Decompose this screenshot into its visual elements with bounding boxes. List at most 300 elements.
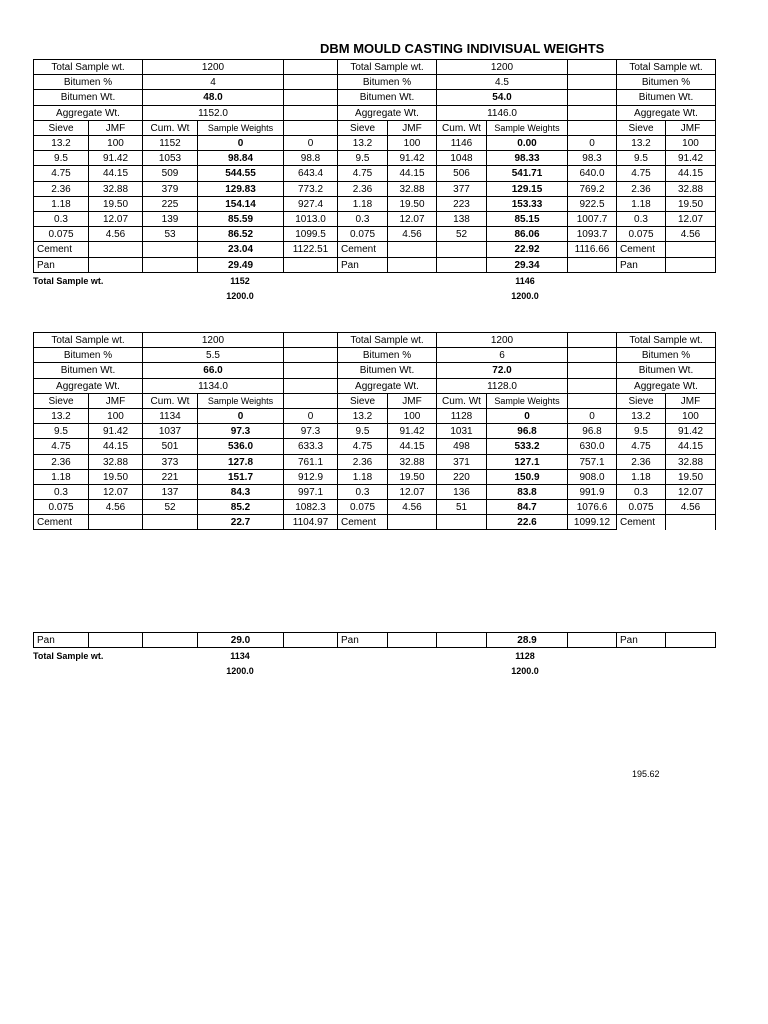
param-value [283,105,337,121]
footer-label: Total Sample wt. [33,651,104,661]
table-cell: 908.0 [567,469,616,485]
footer-total-left: 1200.0 [226,666,254,676]
table-cell: 29.34 [486,257,567,273]
table-cell: 0.3 [33,211,88,227]
table-cell: 98.33 [486,150,567,166]
table-cell: 922.5 [567,196,616,212]
table-cell: 100 [665,408,716,424]
column-header: Sieve [33,393,88,409]
footer-total-left: 1152 [230,276,250,286]
table-cell: 91.42 [665,423,716,439]
table-cell [387,632,436,648]
table-cell: 1037 [142,423,197,439]
table-cell: Cement [616,241,665,257]
param-value [283,347,337,363]
table-cell: 4.56 [88,499,142,515]
param-label: Bitumen % [337,347,436,363]
param-value [567,59,616,75]
table-cell: 2.36 [616,181,665,197]
table-cell: 44.15 [387,165,436,181]
table-cell: 506 [436,165,486,181]
column-header: Sieve [337,120,387,136]
table-cell: 1.18 [337,469,387,485]
table-cell: 0.075 [616,499,665,515]
table-cell: 98.8 [283,150,337,166]
table-cell: 0.3 [616,484,665,500]
param-label: Total Sample wt. [337,59,436,75]
table-cell: 220 [436,469,486,485]
table-cell: 643.4 [283,165,337,181]
table-cell: 32.88 [387,454,436,470]
table-cell: 52 [436,226,486,242]
param-label: Total Sample wt. [33,332,142,348]
param-value: 4.5 [436,74,567,90]
param-value [567,89,616,105]
table-cell [665,632,716,648]
table-cell: 100 [88,135,142,151]
table-cell: 912.9 [283,469,337,485]
table-cell: 533.2 [486,438,567,454]
table-cell: Cement [337,514,387,530]
table-cell: 1082.3 [283,499,337,515]
param-label: Bitumen Wt. [616,362,716,378]
table-row [33,181,715,197]
table-cell: 9.5 [337,150,387,166]
table-cell: Cement [33,241,88,257]
table-cell: 1.18 [33,469,88,485]
table-cell: Pan [616,632,665,648]
table-cell: 136 [436,484,486,500]
param-value: 1200 [436,59,567,75]
table-cell: 84.3 [197,484,283,500]
table-cell: 4.56 [387,499,436,515]
table-cell: 139 [142,211,197,227]
table-cell [567,257,616,273]
table-row [33,150,715,166]
table-cell: 0.075 [33,499,88,515]
pan-row [33,632,715,648]
param-value: 1146.0 [436,105,567,121]
column-header: Cum. Wt [142,120,197,136]
table-cell: 1152 [142,135,197,151]
table-cell: Cement [616,514,665,530]
table-cell: 630.0 [567,438,616,454]
table-cell: 501 [142,438,197,454]
table-cell: 0.075 [616,226,665,242]
param-label: Aggregate Wt. [33,378,142,394]
table-cell: 9.5 [616,150,665,166]
table-cell: 32.88 [88,181,142,197]
param-value: 4 [142,74,283,90]
bitumen-pct-row [33,347,715,363]
table-cell: Pan [33,257,88,273]
table-row [33,211,715,227]
table-cell: 44.15 [88,438,142,454]
table-cell [142,514,197,530]
table-cell: Pan [616,257,665,273]
table-cell: 371 [436,454,486,470]
table-cell: 4.56 [665,226,716,242]
table-cell: 83.8 [486,484,567,500]
param-label: Aggregate Wt. [616,105,716,121]
table-cell: 13.2 [337,408,387,424]
table-cell: 85.2 [197,499,283,515]
table-cell: 225 [142,196,197,212]
column-header: JMF [88,393,142,409]
table-cell: 0.075 [337,499,387,515]
column-header: Sample Weights [197,120,283,136]
column-header: Sieve [616,120,665,136]
table-cell: 153.33 [486,196,567,212]
table-cell: 19.50 [665,196,716,212]
column-header: JMF [387,120,436,136]
table-cell: 32.88 [665,181,716,197]
param-value [283,332,337,348]
table-cell: 98.3 [567,150,616,166]
table-cell: 4.75 [33,438,88,454]
table-row [33,165,715,181]
table-cell: 1076.6 [567,499,616,515]
table-cell [567,632,616,648]
param-value: 1128.0 [436,378,567,394]
table-cell: 1053 [142,150,197,166]
param-label: Bitumen Wt. [337,362,436,378]
table-cell: 536.0 [197,438,283,454]
table-cell: 0 [283,408,337,424]
table-cell: 633.3 [283,438,337,454]
param-value [567,378,616,394]
table-cell: 0.3 [616,211,665,227]
table-cell: 2.36 [337,454,387,470]
table-cell: 9.5 [337,423,387,439]
table-cell [387,241,436,257]
table-cell [436,241,486,257]
table-row [33,196,715,212]
table-cell: 544.55 [197,165,283,181]
table-row [33,454,715,470]
table-cell: 154.14 [197,196,283,212]
footer-total-right: 1128 [515,651,535,661]
table-cell: 997.1 [283,484,337,500]
table-cell: 9.5 [33,423,88,439]
table-cell [387,257,436,273]
table-cell: 97.3 [197,423,283,439]
table-cell: 91.42 [88,150,142,166]
table-cell [283,632,337,648]
table-cell [88,241,142,257]
table-cell: 12.07 [88,484,142,500]
table-cell [665,514,716,530]
table-cell: 100 [387,408,436,424]
table-row [33,514,715,530]
table-row [33,408,715,424]
table-cell: 100 [88,408,142,424]
table-row [33,469,715,485]
param-value [567,105,616,121]
table-cell: 379 [142,181,197,197]
table-cell: 0.00 [486,135,567,151]
table-cell [436,632,486,648]
table-cell: 4.56 [665,499,716,515]
param-label: Bitumen % [616,347,716,363]
table-cell: 769.2 [567,181,616,197]
table-cell: 137 [142,484,197,500]
table-cell: 1.18 [33,196,88,212]
param-value: 54.0 [436,89,567,105]
table-cell: 1031 [436,423,486,439]
total-sample-wt-row [33,59,715,75]
footer-total-left: 1134 [230,651,250,661]
param-label: Bitumen % [33,347,142,363]
column-header: Cum. Wt [436,393,486,409]
table-cell: 9.5 [616,423,665,439]
table-cell: 85.59 [197,211,283,227]
table-cell: 13.2 [616,135,665,151]
table-cell [665,257,716,273]
table-cell: 4.75 [337,438,387,454]
table-row [33,241,715,257]
table-cell: 0 [283,135,337,151]
table-cell: 32.88 [88,454,142,470]
table-cell: 1.18 [616,469,665,485]
table-cell: 2.36 [33,181,88,197]
table-cell: Cement [337,241,387,257]
table-cell: 0.3 [33,484,88,500]
table-cell: 773.2 [283,181,337,197]
table-cell: 91.42 [665,150,716,166]
table-cell: 509 [142,165,197,181]
param-value [283,378,337,394]
table-cell: 4.75 [33,165,88,181]
column-header [567,393,616,409]
table-cell: 0.075 [337,226,387,242]
column-header [567,120,616,136]
footer-total-right: 1146 [515,276,535,286]
table-cell [88,632,142,648]
table-cell: 1128 [436,408,486,424]
table-row [33,499,715,515]
table-cell: 1104.97 [283,514,337,530]
bitumen-wt-row [33,362,715,378]
param-value: 66.0 [142,362,283,378]
table-cell: 12.07 [88,211,142,227]
table-cell: 28.9 [486,632,567,648]
param-label: Bitumen % [337,74,436,90]
table-cell: 19.50 [387,469,436,485]
column-header-row [33,393,715,409]
table-cell: 12.07 [665,211,716,227]
table-cell: 13.2 [337,135,387,151]
table-cell: 1146 [436,135,486,151]
footer-label: Total Sample wt. [33,276,104,286]
table-cell: 150.9 [486,469,567,485]
table-cell [142,257,197,273]
table-cell: 498 [436,438,486,454]
table-cell: 991.9 [567,484,616,500]
table-cell [665,241,716,257]
table-cell: 22.6 [486,514,567,530]
footer-total-right: 1200.0 [511,666,539,676]
table-cell: 19.50 [88,469,142,485]
param-value [567,332,616,348]
table-cell: 91.42 [387,150,436,166]
table-cell: 22.92 [486,241,567,257]
table-cell: 29.0 [197,632,283,648]
aggregate-wt-row [33,378,715,394]
table-cell: 4.75 [616,438,665,454]
param-value [567,74,616,90]
table-cell: 44.15 [387,438,436,454]
param-value [283,74,337,90]
table-cell: 2.36 [33,454,88,470]
param-label: Total Sample wt. [33,59,142,75]
table-cell: 1099.12 [567,514,616,530]
table-cell: 19.50 [665,469,716,485]
table-cell: 4.56 [88,226,142,242]
param-value [283,59,337,75]
column-header [283,120,337,136]
table-cell: 223 [436,196,486,212]
sheet-title: DBM MOULD CASTING INDIVISUAL WEIGHTS [320,41,605,56]
table-cell: 13.2 [33,135,88,151]
table-cell: 29.49 [197,257,283,273]
table-cell: 32.88 [387,181,436,197]
footer-total-left: 1200.0 [226,291,254,301]
table-row [33,438,715,454]
stray-value: 195.62 [632,769,660,779]
table-cell: 86.06 [486,226,567,242]
column-header: JMF [665,120,716,136]
table-cell: 127.1 [486,454,567,470]
param-label: Bitumen % [616,74,716,90]
table-cell: 1099.5 [283,226,337,242]
table-cell [436,257,486,273]
table-cell: 4.75 [337,165,387,181]
column-header: Cum. Wt [142,393,197,409]
param-label: Total Sample wt. [616,332,716,348]
column-header: Cum. Wt [436,120,486,136]
table-cell: 19.50 [387,196,436,212]
table-cell: 373 [142,454,197,470]
param-value [283,89,337,105]
table-cell: Pan [337,257,387,273]
param-value: 1200 [142,332,283,348]
table-cell: 151.7 [197,469,283,485]
table-cell: 0.3 [337,211,387,227]
table-cell: 44.15 [665,438,716,454]
param-value: 72.0 [436,362,567,378]
table-cell: 13.2 [616,408,665,424]
table-cell: 12.07 [387,211,436,227]
table-cell: 53 [142,226,197,242]
column-header: Sample Weights [197,393,283,409]
param-value: 1200 [142,59,283,75]
param-label: Aggregate Wt. [616,378,716,394]
table-cell [387,514,436,530]
table-cell: 541.71 [486,165,567,181]
table-cell: 13.2 [33,408,88,424]
param-value: 1134.0 [142,378,283,394]
table-cell: 96.8 [486,423,567,439]
table-cell [283,257,337,273]
table-cell: 91.42 [88,423,142,439]
table-cell: 927.4 [283,196,337,212]
total-sample-wt-row [33,332,715,348]
table-cell: 0 [197,135,283,151]
param-label: Aggregate Wt. [33,105,142,121]
table-cell: 129.83 [197,181,283,197]
table-cell: Pan [33,632,88,648]
table-cell: Pan [337,632,387,648]
table-cell: 1116.66 [567,241,616,257]
param-value: 1200 [436,332,567,348]
param-value [567,347,616,363]
table-cell: 1013.0 [283,211,337,227]
table-cell: 23.04 [197,241,283,257]
param-label: Aggregate Wt. [337,105,436,121]
table-cell: 86.52 [197,226,283,242]
table-cell: 22.7 [197,514,283,530]
table-cell [142,241,197,257]
param-label: Bitumen Wt. [616,89,716,105]
column-header: Sieve [616,393,665,409]
bitumen-pct-row [33,74,715,90]
table-cell: 1093.7 [567,226,616,242]
table-cell: 1122.51 [283,241,337,257]
param-value: 6 [436,347,567,363]
table-cell: 640.0 [567,165,616,181]
table-cell: 32.88 [665,454,716,470]
table-cell: 19.50 [88,196,142,212]
table-row [33,257,715,273]
param-label: Total Sample wt. [616,59,716,75]
column-header: Sample Weights [486,393,567,409]
param-label: Bitumen % [33,74,142,90]
table-cell: 0 [486,408,567,424]
param-label: Total Sample wt. [337,332,436,348]
table-cell: 1048 [436,150,486,166]
table-cell: 0.3 [337,484,387,500]
param-label: Bitumen Wt. [33,362,142,378]
column-header: Sieve [337,393,387,409]
table-cell: 12.07 [665,484,716,500]
param-value: 5.5 [142,347,283,363]
table-cell: 9.5 [33,150,88,166]
table-cell: 96.8 [567,423,616,439]
table-cell: 51 [436,499,486,515]
table-cell: 12.07 [387,484,436,500]
footer-total-right: 1200.0 [511,291,539,301]
table-cell: 221 [142,469,197,485]
column-header [283,393,337,409]
table-cell: 129.15 [486,181,567,197]
param-value [567,362,616,378]
column-header: JMF [88,120,142,136]
table-cell: 4.75 [616,165,665,181]
table-cell: 1134 [142,408,197,424]
table-cell: 1.18 [616,196,665,212]
table-cell: 85.15 [486,211,567,227]
table-row [33,226,715,242]
table-cell [142,632,197,648]
table-cell: 0 [197,408,283,424]
table-cell: 100 [665,135,716,151]
table-cell: 97.3 [283,423,337,439]
param-label: Aggregate Wt. [337,378,436,394]
table-cell: 2.36 [616,454,665,470]
param-value [283,362,337,378]
table-cell [88,514,142,530]
